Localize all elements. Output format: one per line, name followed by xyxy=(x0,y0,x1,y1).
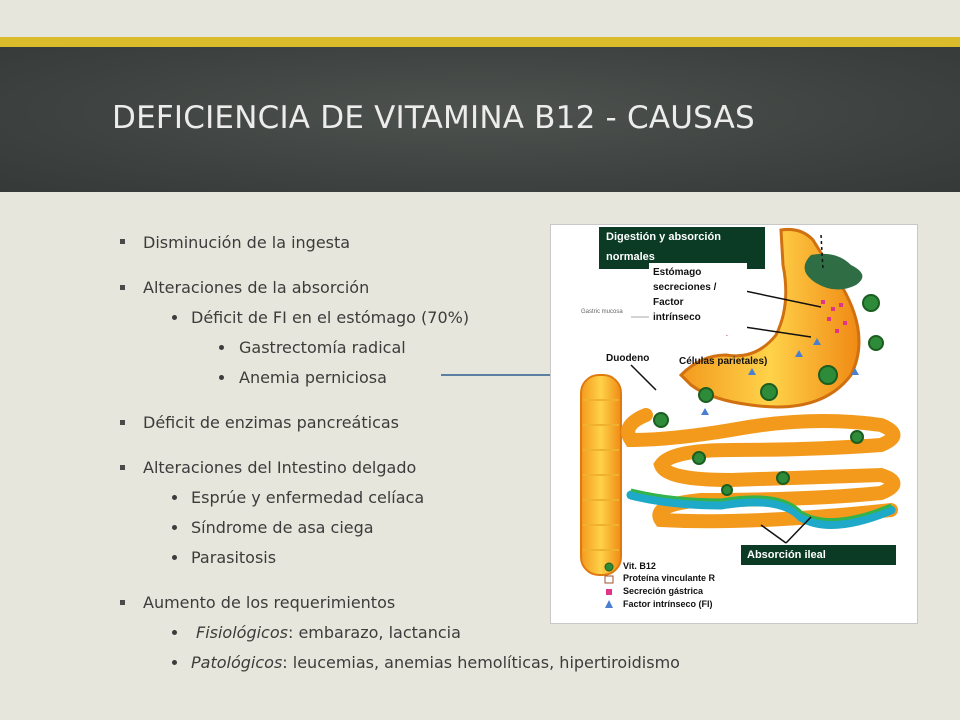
bullet-item xyxy=(196,623,461,642)
stomach-label: intrínseco xyxy=(653,312,701,323)
stomach-label: Estómago xyxy=(653,267,702,278)
square-bullet-icon xyxy=(120,285,125,290)
digestion-diagram xyxy=(550,224,918,624)
round-bullet-icon xyxy=(172,495,177,500)
slide-title: DEFICIENCIA DE VITAMINA B12 - CAUSAS xyxy=(112,100,755,136)
legend-item: Secreción gástrica xyxy=(623,586,704,596)
bullet-italic: Fisiológicos xyxy=(196,623,288,642)
bullet-item: Anemia perniciosa xyxy=(239,368,387,387)
legend-icons xyxy=(603,562,617,622)
round-bullet-icon xyxy=(172,315,177,320)
round-bullet-icon xyxy=(172,660,177,665)
green-circle-icon xyxy=(605,563,613,571)
gastric-mucosa-label: Gastric mucosa xyxy=(581,309,623,315)
bullet-rest: : embarazo, lactancia xyxy=(287,623,461,642)
pink-square-icon xyxy=(606,589,612,595)
legend-item: Proteína vinculante R xyxy=(623,573,716,583)
duodeno-label: Duodeno xyxy=(606,353,650,364)
round-bullet-icon xyxy=(219,345,224,350)
bullet-item: Déficit de enzimas pancreáticas xyxy=(143,413,399,432)
connector-line xyxy=(441,374,550,376)
bullet-item: Alteraciones de la absorción xyxy=(143,278,370,297)
bullet-italic: Patológicos xyxy=(191,653,283,672)
bullet-item: Gastrectomía radical xyxy=(239,338,406,357)
bullet-rest: : leucemias, anemias hemolíticas, hipertiroidismo xyxy=(282,653,680,672)
bullet-item: Síndrome de asa ciega xyxy=(191,518,374,537)
bullet-item: Déficit de FI en el estómago (70%) xyxy=(191,308,470,327)
legend-item: Vit. B12 xyxy=(623,561,656,571)
diagram-header: Digestión y absorción xyxy=(606,231,721,243)
square-bullet-icon xyxy=(120,420,125,425)
legend-item: Factor intrínseco (FI) xyxy=(623,599,713,609)
bullet-item: Esprúe y enfermedad celíaca xyxy=(191,488,425,507)
bullet-item xyxy=(191,653,680,672)
diagram-header-2: normales xyxy=(606,251,655,263)
round-bullet-icon xyxy=(219,375,224,380)
square-bullet-icon xyxy=(120,465,125,470)
top-band xyxy=(0,0,960,37)
blue-triangle-icon xyxy=(605,600,613,608)
round-bullet-icon xyxy=(172,555,177,560)
bullet-item: Alteraciones del Intestino delgado xyxy=(143,458,417,477)
bullet-item: Parasitosis xyxy=(191,548,277,567)
parietal-cells-label: Células parietales) xyxy=(679,356,768,367)
gold-accent-bar xyxy=(0,37,960,47)
ileal-absorption-label: Absorción ileal xyxy=(747,549,826,561)
square-bullet-icon xyxy=(120,600,125,605)
round-bullet-icon xyxy=(172,525,177,530)
brown-square-icon xyxy=(605,576,613,583)
stomach-label: Factor xyxy=(653,297,684,308)
bullet-item: Aumento de los requerimientos xyxy=(143,593,396,612)
square-bullet-icon xyxy=(120,239,125,244)
round-bullet-icon xyxy=(172,630,177,635)
bullet-item: Disminución de la ingesta xyxy=(143,233,351,252)
stomach-label: secreciones / xyxy=(653,282,717,293)
